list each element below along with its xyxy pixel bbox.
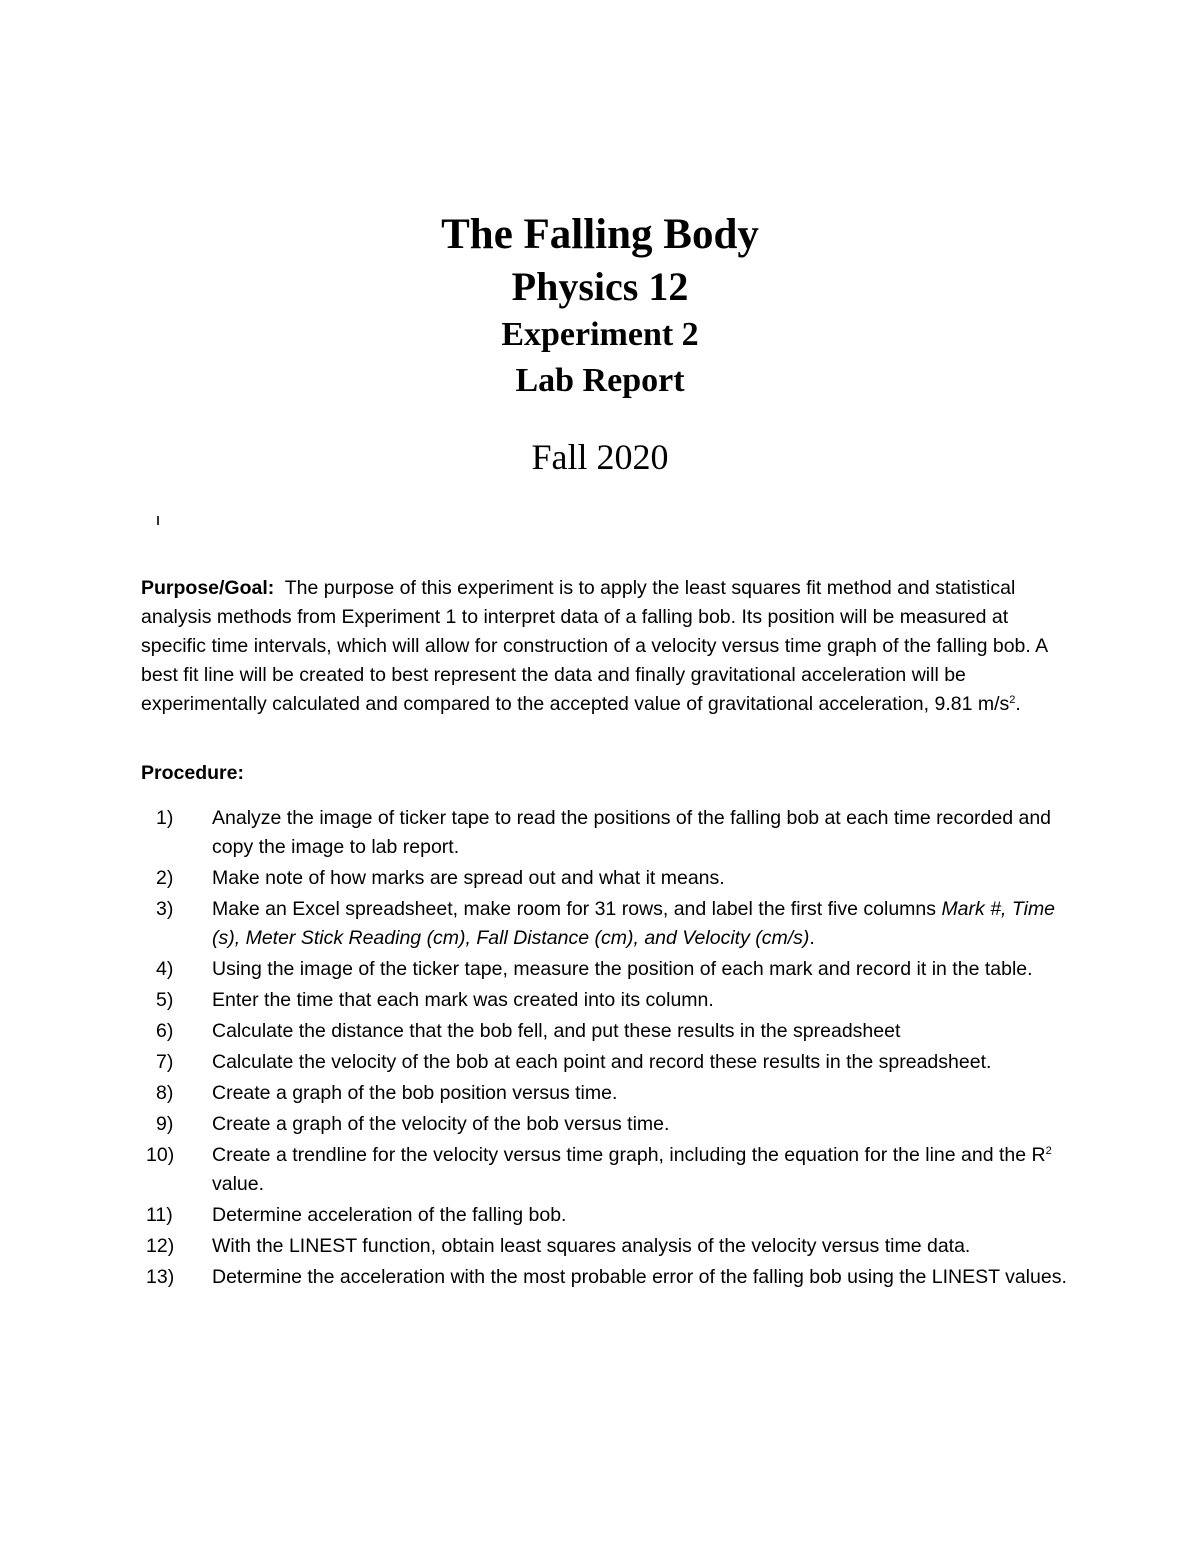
procedure-step xyxy=(141,1017,1076,1046)
procedure-step xyxy=(141,1048,1076,1077)
report-body xyxy=(141,574,1076,1294)
purpose-label: Purpose/Goal: xyxy=(141,577,275,599)
step-text: Calculate the distance that the bob fell, and put these results in the spreadsheet xyxy=(212,1020,901,1042)
step-text: Determine the acceleration with the most probable error of the falling bob using the LINEST values. xyxy=(212,1266,1067,1288)
step-end: value. xyxy=(212,1173,265,1195)
procedure-step xyxy=(141,1141,1076,1199)
step-number: 9) xyxy=(156,1113,174,1135)
purpose-superscript: 2 xyxy=(1009,694,1016,706)
procedure-step xyxy=(141,986,1076,1015)
procedure-step xyxy=(141,955,1076,984)
report-type: Lab Report xyxy=(515,362,685,399)
procedure-step xyxy=(141,1079,1076,1108)
step-text: Determine acceleration of the falling bob. xyxy=(212,1204,567,1226)
step-number: 6) xyxy=(156,1020,174,1042)
step-number: 1) xyxy=(156,807,174,829)
step-number: 12) xyxy=(146,1235,175,1257)
step-number: 8) xyxy=(156,1082,174,1104)
stray-mark xyxy=(157,516,159,525)
step-number: 3) xyxy=(156,898,174,920)
step-text: Using the image of the ticker tape, measure the position of each mark and record it in the table. xyxy=(212,958,1033,980)
step-text: Create a trendline for the velocity versus time graph, including the equation for the line and the R xyxy=(212,1144,1046,1166)
step-text: Make note of how marks are spread out and what it means. xyxy=(212,867,725,889)
step-number: 2) xyxy=(156,867,174,889)
document-title: The Falling Body xyxy=(441,211,759,258)
step-text: Create a graph of the velocity of the bob versus time. xyxy=(212,1113,670,1135)
step-text: Calculate the velocity of the bob at each point and record these results in the spreadsheet. xyxy=(212,1051,992,1073)
course-name: Physics 12 xyxy=(511,264,689,309)
procedure-step xyxy=(141,1201,1076,1230)
procedure-step xyxy=(141,1232,1076,1261)
procedure-list xyxy=(141,804,1076,1292)
purpose-text: The purpose of this experiment is to apply the least squares fit method and statistical analysis methods from Experiment 1 to interpret data of a falling bob. Its position will be measured at specific time intervals, which will allow for construction of a velocity versus time graph of the falling bob. A best fit line will be created to best represent the data and finally gravitational acceleration will be experimentally calculated and compared to the accepted value of gravitational acceleration, 9.81 m/s xyxy=(141,577,1048,715)
step-number: 10) xyxy=(146,1144,175,1166)
step-text: Analyze the image of ticker tape to read the positions of the falling bob at each time recorded and copy the image to lab report. xyxy=(212,807,1052,858)
procedure-heading: Procedure: xyxy=(141,762,244,784)
step-number: 4) xyxy=(156,958,174,980)
step-text: Create a graph of the bob position versus time. xyxy=(212,1082,618,1104)
procedure-step xyxy=(141,895,1076,953)
experiment-number: Experiment 2 xyxy=(501,316,699,353)
procedure-step xyxy=(141,864,1076,893)
step-number: 5) xyxy=(156,989,174,1011)
step-text: Enter the time that each mark was created into its column. xyxy=(212,989,714,1011)
purpose-section xyxy=(141,574,1076,719)
step-end: . xyxy=(809,927,815,949)
step-text: Make an Excel spreadsheet, make room for 31 rows, and label the first five columns xyxy=(212,898,937,920)
step-column-names: Mark #, Time (s), Meter Stick Reading (cm), Fall Distance (cm), and Velocity (cm/s) xyxy=(212,898,1056,949)
purpose-paragraph xyxy=(141,574,1076,719)
step-text: With the LINEST function, obtain least squares analysis of the velocity versus time data. xyxy=(212,1235,971,1257)
step-number: 11) xyxy=(146,1204,173,1226)
title-block xyxy=(0,208,1200,480)
procedure-step xyxy=(141,1263,1076,1292)
term: Fall 2020 xyxy=(531,437,669,477)
purpose-end: . xyxy=(1015,693,1021,715)
step-number: 13) xyxy=(146,1266,175,1288)
step-number: 7) xyxy=(156,1051,174,1073)
step-superscript: 2 xyxy=(1045,1145,1052,1157)
procedure-step xyxy=(141,804,1076,862)
procedure-step xyxy=(141,1110,1076,1139)
